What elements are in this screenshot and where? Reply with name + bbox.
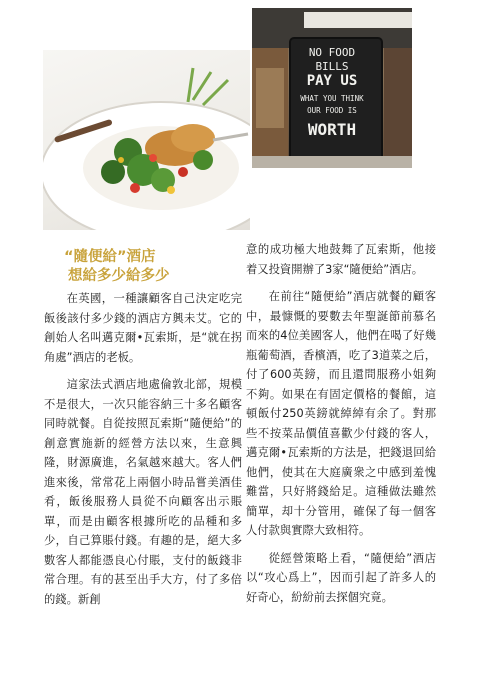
right-column	[246, 240, 436, 607]
heading-line-1: “隨便給”酒店	[64, 249, 156, 265]
salad-plate-image	[43, 50, 250, 230]
sign-line-4: WHAT YOU THINK	[300, 94, 364, 103]
heading-line-2: 想給多少給多少	[68, 268, 170, 284]
paragraph: 在前往“隨便給”酒店就餐的顧客中，最慷慨的要數去年聖誕節前慕名而來的4位美國客人，他們在喝了好幾瓶葡萄酒，香檳酒，吃了3道菜之后，付了600英鎊，而且還問服務小姐夠不夠。如果在有固定價格的餐館，這頓飯付250英鎊就綽綽有余了。對那些不按菜品價值喜歡少付錢的客人，邁克爾•瓦索斯的方法是，把錢退回給他們，使其在大庭廣衆之中感到羞愧難當，只好將錢給足。這種做法雖然簡單，却十分管用，確保了每一個客人付款與實際大致相符。	[246, 290, 436, 537]
chalkboard-sign-image	[252, 8, 412, 168]
left-column	[44, 248, 242, 609]
salad-illustration	[43, 50, 250, 230]
sign-line-6: WORTH	[307, 120, 357, 139]
paragraph: 從經營策略上看，“隨便給”酒店以“攻心爲上”，因而引起了許多人的好奇心，紛紛前去探個究竟。	[246, 551, 436, 604]
sign-line-3: PAY US	[306, 73, 358, 89]
article-heading	[44, 248, 242, 286]
paragraph: 這家法式酒店地處倫敦北部，規模不是很大，一次只能容納三十多名顧客同時就餐。自從按照瓦索斯“隨便給”的創意實施新的經營方法以來，生意興隆，財源廣進，名氣越來越大。客人們進來後，常常花上兩個小時品嘗美酒佳肴，飯後服務人員從不向顧客出示賬單，而是由顧客根據所吃的品種和多少，自己算賬付錢。有趣的是，絕大多數客人都能憑良心付賬，支付的飯錢非常合理。有的甚至出手大方，付了多倍的錢。新創	[44, 378, 242, 606]
paragraph: 在英國，一種讓顧客自己決定吃完飯後該付多少錢的酒店方興未艾。它的創始人名叫邁克爾•瓦索斯，是“就在拐角處”酒店的老板。	[44, 292, 242, 364]
sign-line-2: BILLS	[315, 60, 349, 73]
paragraph: 意的成功極大地鼓舞了瓦索斯，他接着又投資開辦了3家“隨便給”酒店。	[246, 243, 436, 276]
sign-line-1: NO FOOD	[308, 46, 356, 59]
sign-line-5: OUR FOOD IS	[307, 106, 357, 115]
